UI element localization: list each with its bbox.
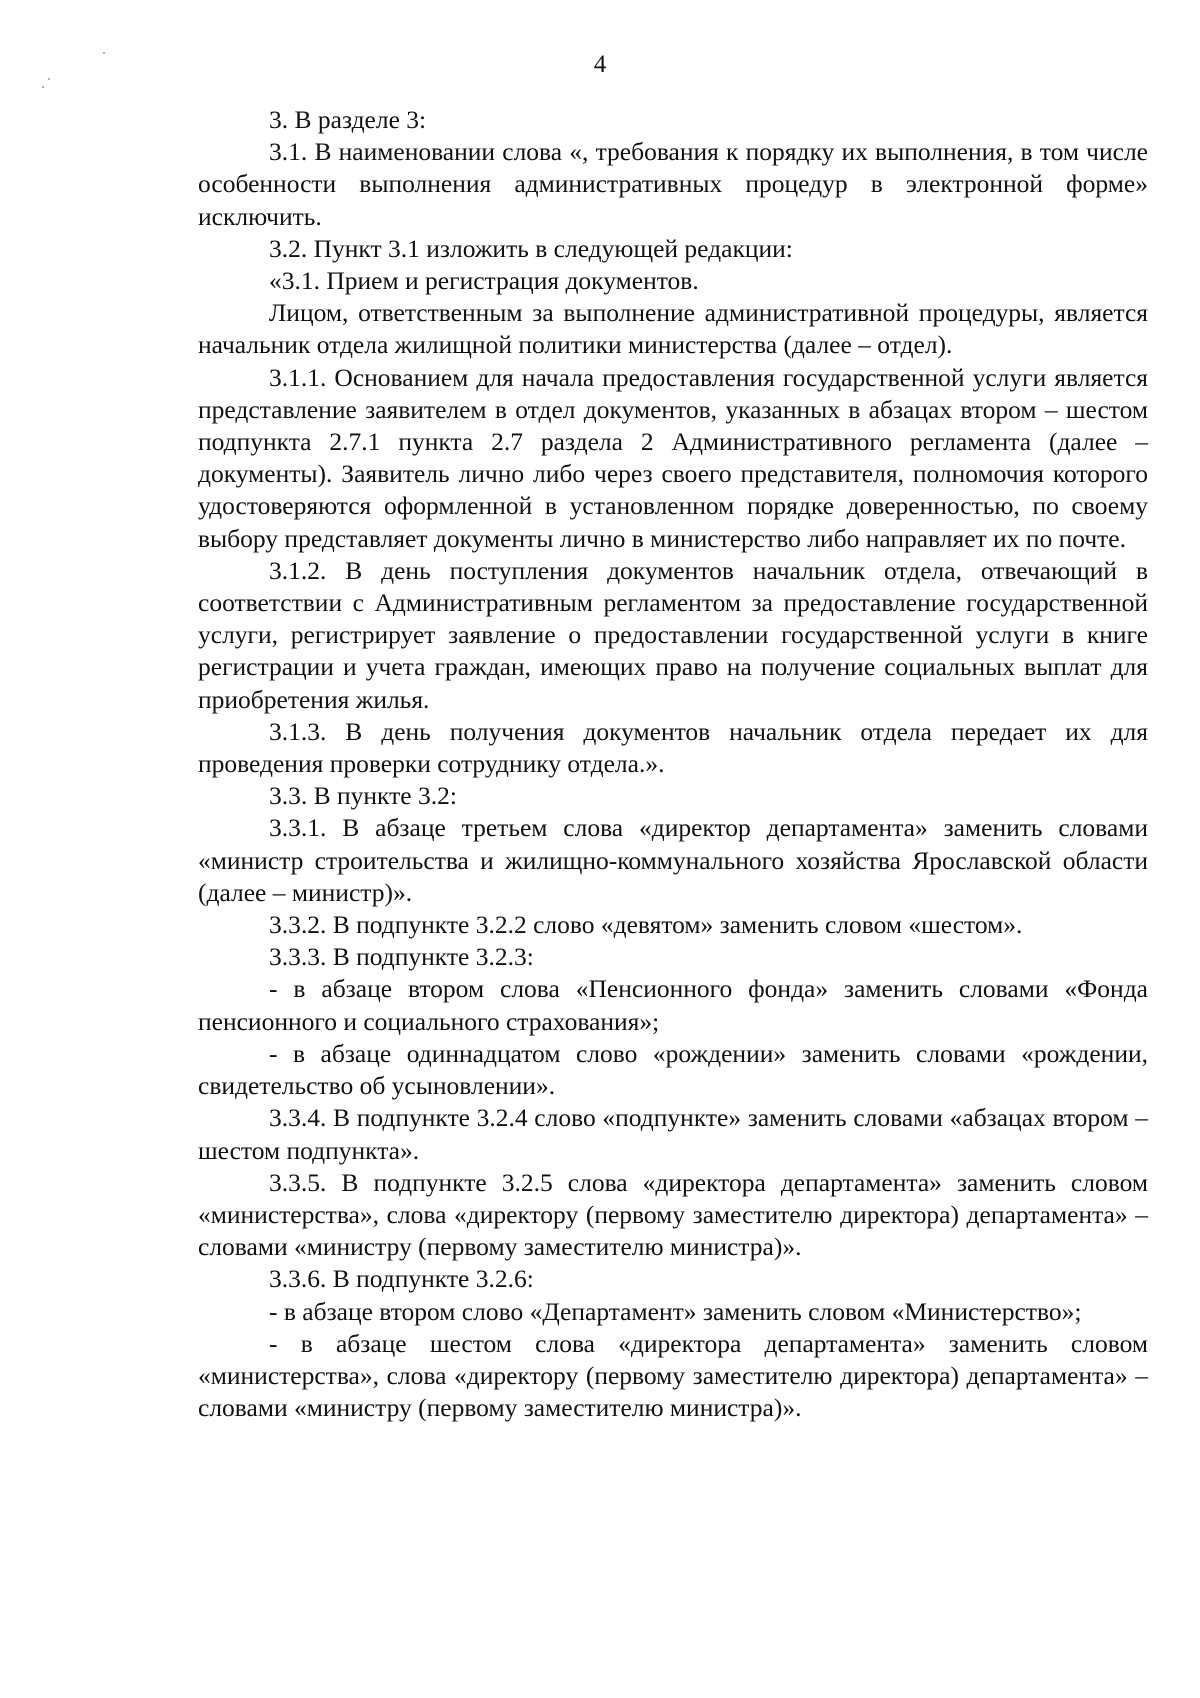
paragraph-3-3: 3.3. В пункте 3.2: <box>269 781 457 811</box>
page-number: 4 <box>593 51 607 78</box>
list-item-eleventh-paragraph: - в абзаце одиннадцатом слово «рождении» заменить словами «рождении, свидетельство об усыновлении». <box>198 1038 1148 1101</box>
paragraph-3-1-2: 3.1.2. В день поступления документов начальник отдела, отвечающий в соответствии с Административным регламентом за предоставление государственной услуги, регистрирует заявление о предоставлении государственной услуги в книге регистрации и учета граждан, имеющих право на получение социальных выплат для приобретения жилья. <box>198 555 1148 714</box>
list-item-second-paragraph-department: - в абзаце втором слово «Департамент» заменить словом «Министерство»; <box>269 1296 1082 1326</box>
list-item-sixth-paragraph: - в абзаце шестом слова «директора департамента» заменить словом «министерства», слова «директору (первому заместителю директора) департамента» – словами «министру (первому заместителю министра)». <box>198 1328 1148 1423</box>
paragraph-3-3-1: 3.3.1. В абзаце третьем слова «директор департамента» заменить словами «министр строительства и жилищно-коммунального хозяйства Ярославской области (далее – министр)». <box>198 813 1148 907</box>
list-item-second-paragraph: - в абзаце втором слова «Пенсионного фонда» заменить словами «Фонда пенсионного и социального страхования»; <box>198 974 1148 1036</box>
paragraph-3-1-1: 3.1.1. Основанием для начала предоставления государственной услуги является представление заявителем в отдел документов, указанных в абзацах втором – шестом подпункта 2.7.1 пункта 2.7 раздела 2 Административного регламента (далее – документы). Заявитель лично либо через своего представителя, полномочия которого удостоверяются оформленной в установленном порядке доверенностью, по своему выбору представляет документы лично в министерство либо направляет их по почте. <box>198 362 1148 553</box>
document-body <box>198 104 1148 1424</box>
quoted-heading-3-1: «3.1. Прием и регистрация документов. <box>269 266 699 296</box>
paragraph-3-3-3: 3.3.3. В подпункте 3.2.3: <box>269 942 534 972</box>
paragraph-3-3-5: 3.3.5. В подпункте 3.2.5 слова «директора департамента» заменить словом «министерства», слова «директору (первому заместителю директора) департамента» – словами «министру (первому заместителю министра)». <box>198 1167 1148 1262</box>
paragraph-3-1-3: 3.1.3. В день получения документов начальник отдела передает их для проведения проверки сотруднику отдела.». <box>198 716 1148 779</box>
paragraph-responsible-person: Лицом, ответственным за выполнение административной процедуры, является начальник отдела жилищной политики министерства (далее – отдел). <box>198 298 1148 360</box>
paragraph-3-3-2: 3.3.2. В подпункте 3.2.2 слово «девятом» заменить словом «шестом». <box>269 910 1023 940</box>
section-heading: 3. В разделе 3: <box>269 105 427 134</box>
scan-speck <box>42 86 44 88</box>
paragraph-3-3-6: 3.3.6. В подпункте 3.2.6: <box>269 1264 534 1294</box>
paragraph-3-1: 3.1. В наименовании слова «, требования к порядку их выполнения, в том числе особенности выполнения административных процедур в электронной форме» исключить. <box>198 137 1148 231</box>
paragraph-3-2: 3.2. Пункт 3.1 изложить в следующей редакции: <box>269 233 793 263</box>
paragraph-3-3-4: 3.3.4. В подпункте 3.2.4 слово «подпункте» заменить словами «абзацах втором – шестом подпункта». <box>198 1103 1148 1165</box>
